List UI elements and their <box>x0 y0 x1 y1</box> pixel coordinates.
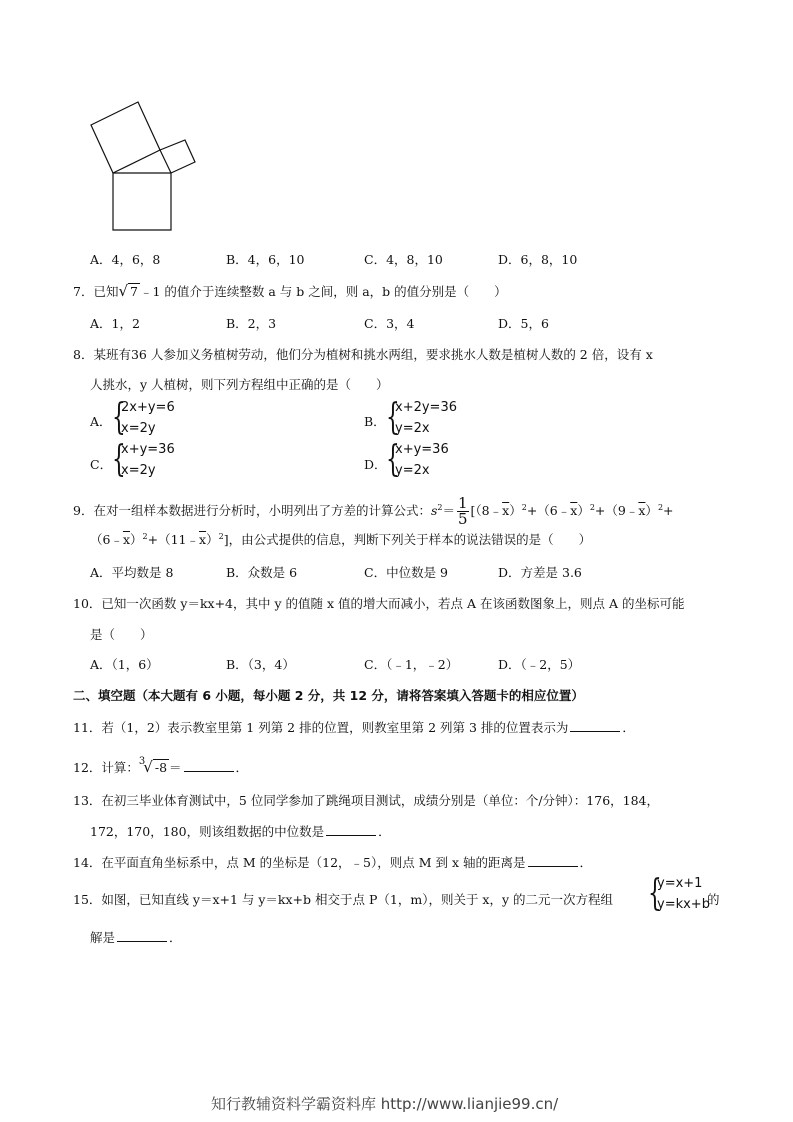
q8-option-d-system <box>386 439 466 484</box>
term: +（6﹣ <box>526 503 571 518</box>
period: ． <box>622 720 635 735</box>
answer-blank <box>184 760 234 772</box>
q8-d-eq2: y=2x <box>395 463 430 478</box>
answer-blank <box>528 855 578 867</box>
q8-b-eq2: y=2x <box>395 421 430 436</box>
q15-line2 <box>90 928 182 946</box>
q10-line1: 10．已知一次函数 y＝kx+4，其中 y 的值随 x 值的增大而减小，若点 A 在该函数图象上，则点 A 的坐标可能 <box>73 596 685 611</box>
q9-option-a: A．平均数是 8 <box>90 565 174 580</box>
period: ． <box>378 824 391 839</box>
fraction <box>457 496 469 527</box>
term: + <box>663 503 674 518</box>
q10-option-d: D．（﹣2，5） <box>498 657 581 672</box>
q8-d-eq1: x+y=36 <box>395 442 449 457</box>
q8-option-d-label: D． <box>364 457 387 472</box>
xbar: $\overline{x}$ <box>502 503 510 518</box>
superscript: 2 <box>521 502 527 512</box>
term: +（11﹣ <box>147 532 200 547</box>
term: [（8﹣ <box>470 503 503 518</box>
sqrt-sign: √ <box>118 282 129 300</box>
q8-c-eq1: x+y=36 <box>121 442 175 457</box>
footer-watermark: 知行教辅资料学霸资料库 http://www.lianjie99.cn/ <box>211 1095 559 1113</box>
q14-question <box>73 853 592 871</box>
brace-glyph: { <box>386 439 400 480</box>
q15-line1: 15．如图，已知直线 y＝x+1 与 y＝kx+b 相交于点 P（1，m），则关于 x，y 的二元一次方程组 <box>73 892 613 907</box>
q8-option-a-system <box>112 397 192 442</box>
brace-glyph: { <box>112 439 126 480</box>
q9-text: 9．在对一组样本数据进行分析时，小明列出了方差的计算公式： <box>73 503 431 518</box>
q9-line2 <box>90 530 591 548</box>
q8-line2: 人挑水，y 人植树，则下列方程组中正确的是（ ） <box>90 377 389 392</box>
equals: ＝ <box>169 760 182 775</box>
fraction-num: 1 <box>458 494 468 512</box>
q9-option-c: C．中位数是 9 <box>364 565 448 580</box>
fraction-den: 5 <box>458 510 468 528</box>
q8-c-eq2: x=2y <box>121 463 156 478</box>
q6-option-b: B．4，6，10 <box>226 252 305 267</box>
q9-option-d: D．方差是 3.6 <box>498 565 582 580</box>
pythagorean-squares-figure <box>85 100 205 235</box>
q14-text: 14．在平面直角坐标系中，点 M 的坐标是（12，﹣5），则点 M 到 x 轴的距离是 <box>73 855 526 870</box>
q6-option-d: D．6，8，10 <box>498 252 578 267</box>
brace-glyph: { <box>648 873 662 914</box>
q6-option-c: C．4，8，10 <box>364 252 443 267</box>
q10-option-b: B．（3，4） <box>226 657 295 672</box>
period: ． <box>235 760 249 775</box>
q7-sqrt-arg: 7 <box>130 284 138 299</box>
q8-option-c-system <box>112 439 192 484</box>
q11-text: 11．若（1，2）表示教室里第 1 列第 2 排的位置，则教室里第 2 列第 3 排的位置表示为 <box>73 720 569 735</box>
brace-glyph: { <box>112 397 126 438</box>
q8-a-eq1: 2x+y=6 <box>121 400 175 415</box>
q8-option-b-label: B． <box>364 414 386 429</box>
variance-symbol: s <box>430 503 438 518</box>
q8-line1: 8．某班有36 人参加义务植树劳动，他们分为植树和挑水两组，要求挑水人数是植树人数的 2 倍，设有 x <box>73 347 653 362</box>
q12-question <box>73 756 248 776</box>
q9-question-text: ]，由公式提供的信息，判断下列关于样本的说法错误的是（ ） <box>223 532 592 547</box>
q8-option-a-label: A． <box>90 414 112 429</box>
q11-question <box>73 718 635 736</box>
q8-option-c-label: C． <box>90 457 113 472</box>
q7-option-a: A．1，2 <box>90 316 140 331</box>
q8-a-eq2: x=2y <box>121 421 156 436</box>
xbar: $\overline{x}$ <box>122 532 131 547</box>
square-bottom <box>113 173 171 230</box>
q7-option-d: D．5，6 <box>498 316 549 331</box>
q7-option-c: C．3，4 <box>364 316 415 331</box>
cube-root-index: 3 <box>138 756 146 767</box>
q9-line1 <box>73 496 674 527</box>
section-2-heading: 二、填空题（本大题有 6 小题，每小题 2 分，共 12 分，请将答案填入答题卡的相应位置） <box>73 688 584 703</box>
superscript: 2 <box>142 531 148 541</box>
superscript: 2 <box>218 531 224 541</box>
sqrt-sign: √ <box>143 758 153 776</box>
q7-option-b: B．2，3 <box>226 316 277 331</box>
square-small-tilted <box>160 140 195 173</box>
term: ） <box>645 503 658 518</box>
q8-b-eq1: x+2y=36 <box>395 400 457 415</box>
q12-text: 12．计算： <box>73 760 139 775</box>
answer-blank <box>570 720 620 732</box>
q7-question <box>73 282 507 300</box>
xbar: $\overline{x}$ <box>199 532 207 547</box>
term: （6﹣ <box>90 532 123 547</box>
q13-line1: 13．在初三毕业体育测试中，5 位同学参加了跳绳项目测试，成绩分别是（单位：个/分钟）：176，184， <box>73 793 660 808</box>
q6-option-a: A．4，6，8 <box>90 252 161 267</box>
term: +（9﹣ <box>594 503 639 518</box>
superscript: 2 <box>589 502 595 512</box>
superscript: 2 <box>437 502 443 512</box>
q7-text: ﹣1 的值介于连续整数 a 与 b 之间，则 a，b 的值分别是（ ） <box>139 284 507 299</box>
answer-blank <box>326 824 376 836</box>
q15-tail: 的 <box>707 892 720 907</box>
period: ． <box>579 855 593 870</box>
xbar: $\overline{x}$ <box>570 503 578 518</box>
xbar: $\overline{x}$ <box>638 503 646 518</box>
term: ） <box>130 532 143 547</box>
q15-eq2: y=kx+b <box>657 897 710 912</box>
term: ） <box>577 503 590 518</box>
q15-text: 解是 <box>90 930 116 945</box>
q10-option-c: C．（﹣1，﹣2） <box>364 657 459 672</box>
q10-line2: 是（ ） <box>90 627 153 642</box>
term: ） <box>509 503 522 518</box>
superscript: 2 <box>657 502 664 512</box>
q13-text: 172，170，180，则该组数据的中位数是 <box>90 824 325 839</box>
equals: ＝ <box>442 503 455 518</box>
square-large-tilted <box>91 102 160 173</box>
period: ． <box>169 930 182 945</box>
q15-eq1: y=x+1 <box>657 876 703 891</box>
q8-option-b-system <box>386 397 466 442</box>
q7-number: 7．已知 <box>73 284 119 299</box>
answer-blank <box>117 930 167 942</box>
q9-option-b: B．众数是 6 <box>226 565 298 580</box>
q10-option-a: A．（1，6） <box>90 657 159 672</box>
cube-root-arg: -8 <box>154 760 168 775</box>
term: ） <box>206 532 219 547</box>
brace-glyph: { <box>386 397 400 438</box>
q13-line2 <box>90 822 391 840</box>
